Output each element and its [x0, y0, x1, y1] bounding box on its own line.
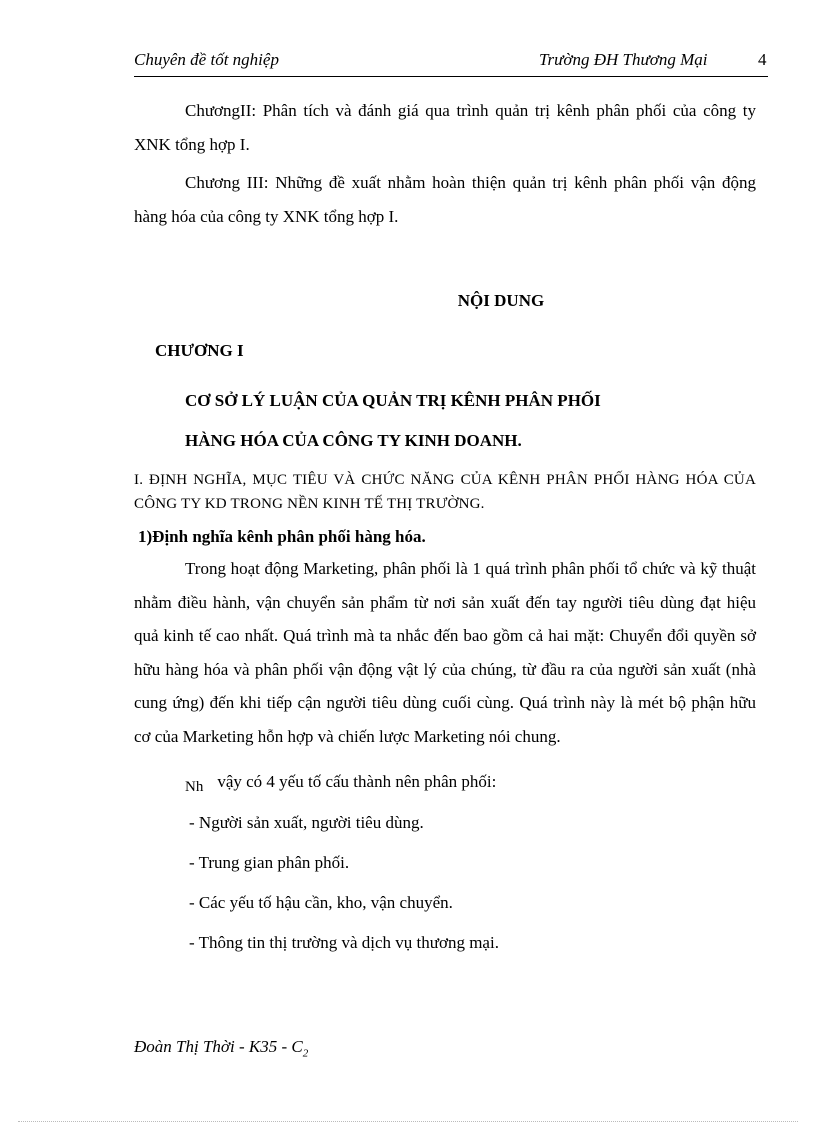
- chapter-label: CHƯƠNG I: [155, 341, 244, 360]
- section-title: NỘI DUNG: [457, 291, 545, 310]
- subsection-heading-1: 1)Định nghĩa kênh phân phối hàng hóa.: [138, 527, 426, 546]
- factors-intro-prefix: Nh: [185, 779, 204, 795]
- footer-subscript: 2: [302, 1047, 309, 1060]
- section-heading-I: I. ĐỊNH NGHĨA, MỤC TIÊU VÀ CHỨC NĂNG CỦA KÊNH PHÂN PHỐI HÀNG HÓA CỦA CÔNG TY KD TRONG NỀN KINH TẾ THỊ TRƯỜNG.: [134, 472, 756, 512]
- footer-author: Đoàn Thị Thời - K35 - C: [134, 1037, 303, 1056]
- list-item: - Các yếu tố hậu cần, kho, vận chuyển.: [189, 893, 453, 912]
- page-footer: [134, 1037, 308, 1059]
- intro-paragraph-chapter-3: Chương III: Những đề xuất nhằm hoàn thiện quản trị kênh phân phối vận động hàng hóa của công ty XNK tổng hợp I.: [134, 173, 756, 226]
- header-rule: [134, 76, 768, 77]
- chapter-title-line-1: CƠ SỞ LÝ LUẬN CỦA QUẢN TRỊ KÊNH PHÂN PHỐI: [185, 391, 601, 410]
- page-bottom-border: [18, 1121, 798, 1122]
- list-item: - Thông tin thị trường và dịch vụ thương mại.: [189, 933, 499, 952]
- page-content: [134, 94, 756, 960]
- header-left-title: Chuyên đề tốt nghiệp: [134, 50, 279, 69]
- body-paragraph: Trong hoạt động Marketing, phân phối là 1 quá trình phân phối tổ chức và kỹ thuật nhằm điều hành, vận chuyển sản phẩm từ nơi sản xuất đến tay người tiêu dùng đạt hiệu quả kinh tế cao nhất. Quá trình mà ta nhắc đến bao gồm cả hai mặt: Chuyển đổi quyền sở hữu hàng hóa và phân phối vận động vật lý của chúng, từ đầu ra của người sản xuất (nhà cung ứng) đến khi tiếp cận người tiêu dùng cuối cùng. Quá trình này là mét bộ phận hữu cơ của Marketing hỗn hợp và chiến lược Marketing nói chung.: [134, 559, 756, 746]
- chapter-title-line-2: HÀNG HÓA CỦA CÔNG TY KINH DOANH.: [185, 431, 522, 450]
- header-school: Trường ĐH Thương Mại: [539, 50, 708, 69]
- page-header: [134, 50, 768, 72]
- factors-intro-text: vậy có 4 yếu tố cấu thành nên phân phối:: [217, 772, 497, 791]
- intro-paragraph-chapter-2: ChươngII: Phân tích và đánh giá qua trình quản trị kênh phân phối của công ty XNK tổng hợp I.: [134, 101, 756, 154]
- page-number: 4: [758, 50, 767, 69]
- list-item: - Trung gian phân phối.: [189, 853, 350, 872]
- factors-intro: [185, 765, 756, 800]
- list-item: - Người sản xuất, người tiêu dùng.: [189, 813, 424, 832]
